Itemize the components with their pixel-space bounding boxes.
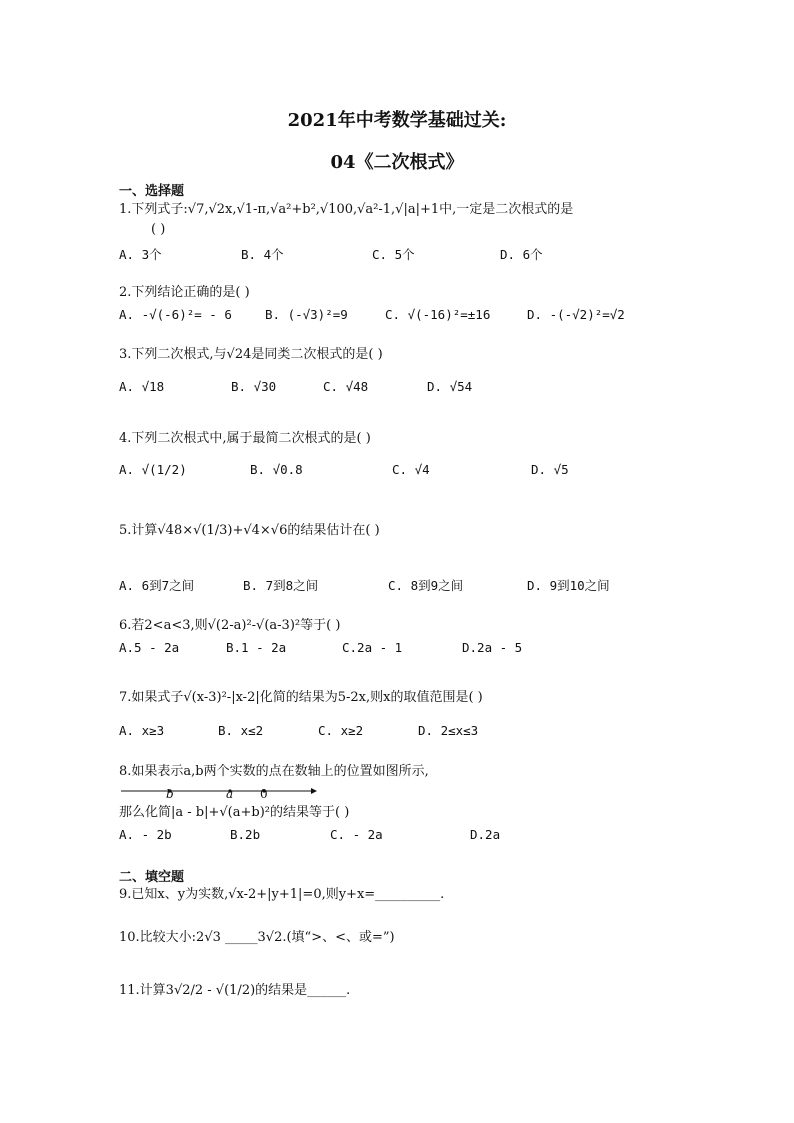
- q9-stem: 9.已知x、y为实数,√x-2+|y+1|=0,则y+x=__________.: [119, 887, 445, 902]
- q8-option-c: C. - 2a: [330, 827, 383, 842]
- q4-option-b: B. √0.8: [250, 462, 303, 477]
- q6-option-d: D.2a - 5: [462, 640, 523, 655]
- number-line-arrow: [311, 788, 317, 794]
- title-line-2: 04《二次根式》: [330, 152, 464, 173]
- q8-option-a: A. - 2b: [119, 827, 172, 842]
- q3-option-b: B. √30: [231, 379, 277, 394]
- q1-paren: ( ): [151, 222, 166, 237]
- q10-stem: 10.比较大小:2√3 _____3√2.(填“>、<、或=”): [119, 930, 395, 945]
- q7-option-a: A. x≥3: [119, 723, 165, 738]
- q3-option-a: A. √18: [119, 379, 165, 394]
- q4-option-d: D. √5: [531, 462, 569, 477]
- number-line: [119, 780, 319, 804]
- q2-option-a: A. -√(-6)²= - 6: [119, 307, 232, 322]
- label-b: b: [166, 787, 174, 801]
- q1-option-b: B. 4个: [241, 247, 284, 262]
- q7-option-b: B. x≤2: [218, 723, 264, 738]
- section-fill: 二、填空题: [119, 870, 185, 885]
- q7-stem: 7.如果式子√(x-3)²-|x-2|化简的结果为5-2x,则x的取值范围是( ): [119, 690, 483, 705]
- label-zero: 0: [260, 787, 268, 801]
- q6-option-b: B.1 - 2a: [226, 640, 287, 655]
- q2-option-c: C. √(-16)²=±16: [385, 307, 491, 322]
- q7-option-d: D. 2≤x≤3: [418, 723, 479, 738]
- q1-option-a: A. 3个: [119, 247, 162, 262]
- title-line-1: 2021年中考数学基础过关:: [287, 110, 507, 131]
- q5-option-b: B. 7到8之间: [243, 578, 319, 593]
- q7-option-c: C. x≥2: [318, 723, 364, 738]
- q6-option-c: C.2a - 1: [342, 640, 403, 655]
- q8-option-d: D.2a: [470, 827, 501, 842]
- q5-option-c: C. 8到9之间: [388, 578, 464, 593]
- q4-option-a: A. √(1/2): [119, 462, 187, 477]
- q8-stem-1: 8.如果表示a,b两个实数的点在数轴上的位置如图所示,: [119, 764, 429, 779]
- q2-option-d: D. -(-√2)²=√2: [527, 307, 625, 322]
- q11-stem: 11.计算3√2/2 - √(1/2)的结果是______.: [119, 983, 351, 998]
- q3-stem: 3.下列二次根式,与√24是同类二次根式的是( ): [119, 347, 383, 362]
- label-a: a: [226, 787, 234, 801]
- q1-stem: 1.下列式子:√7,√2x,√1-π,√a²+b²,√100,√a²-1,√|a|+1中,一定是二次根式的是: [119, 202, 574, 217]
- q5-option-a: A. 6到7之间: [119, 578, 195, 593]
- q5-option-d: D. 9到10之间: [527, 578, 610, 593]
- q3-option-d: D. √54: [427, 379, 473, 394]
- q8-option-b: B.2b: [230, 827, 261, 842]
- q8-stem-2: 那么化简|a - b|+√(a+b)²的结果等于( ): [119, 805, 350, 820]
- q2-stem: 2.下列结论正确的是( ): [119, 285, 250, 300]
- q4-stem: 4.下列二次根式中,属于最简二次根式的是( ): [119, 431, 371, 446]
- section-choice: 一、选择题: [119, 184, 185, 199]
- q6-stem: 6.若2<a<3,则√(2-a)²-√(a-3)²等于( ): [119, 618, 341, 633]
- q1-option-c: C. 5个: [372, 247, 415, 262]
- q1-option-d: D. 6个: [500, 247, 543, 262]
- q2-option-b: B. (-√3)²=9: [265, 307, 348, 322]
- q5-stem: 5.计算√48×√(1/3)+√4×√6的结果估计在( ): [119, 523, 380, 538]
- q4-option-c: C. √4: [392, 462, 430, 477]
- q6-option-a: A.5 - 2a: [119, 640, 180, 655]
- q3-option-c: C. √48: [323, 379, 369, 394]
